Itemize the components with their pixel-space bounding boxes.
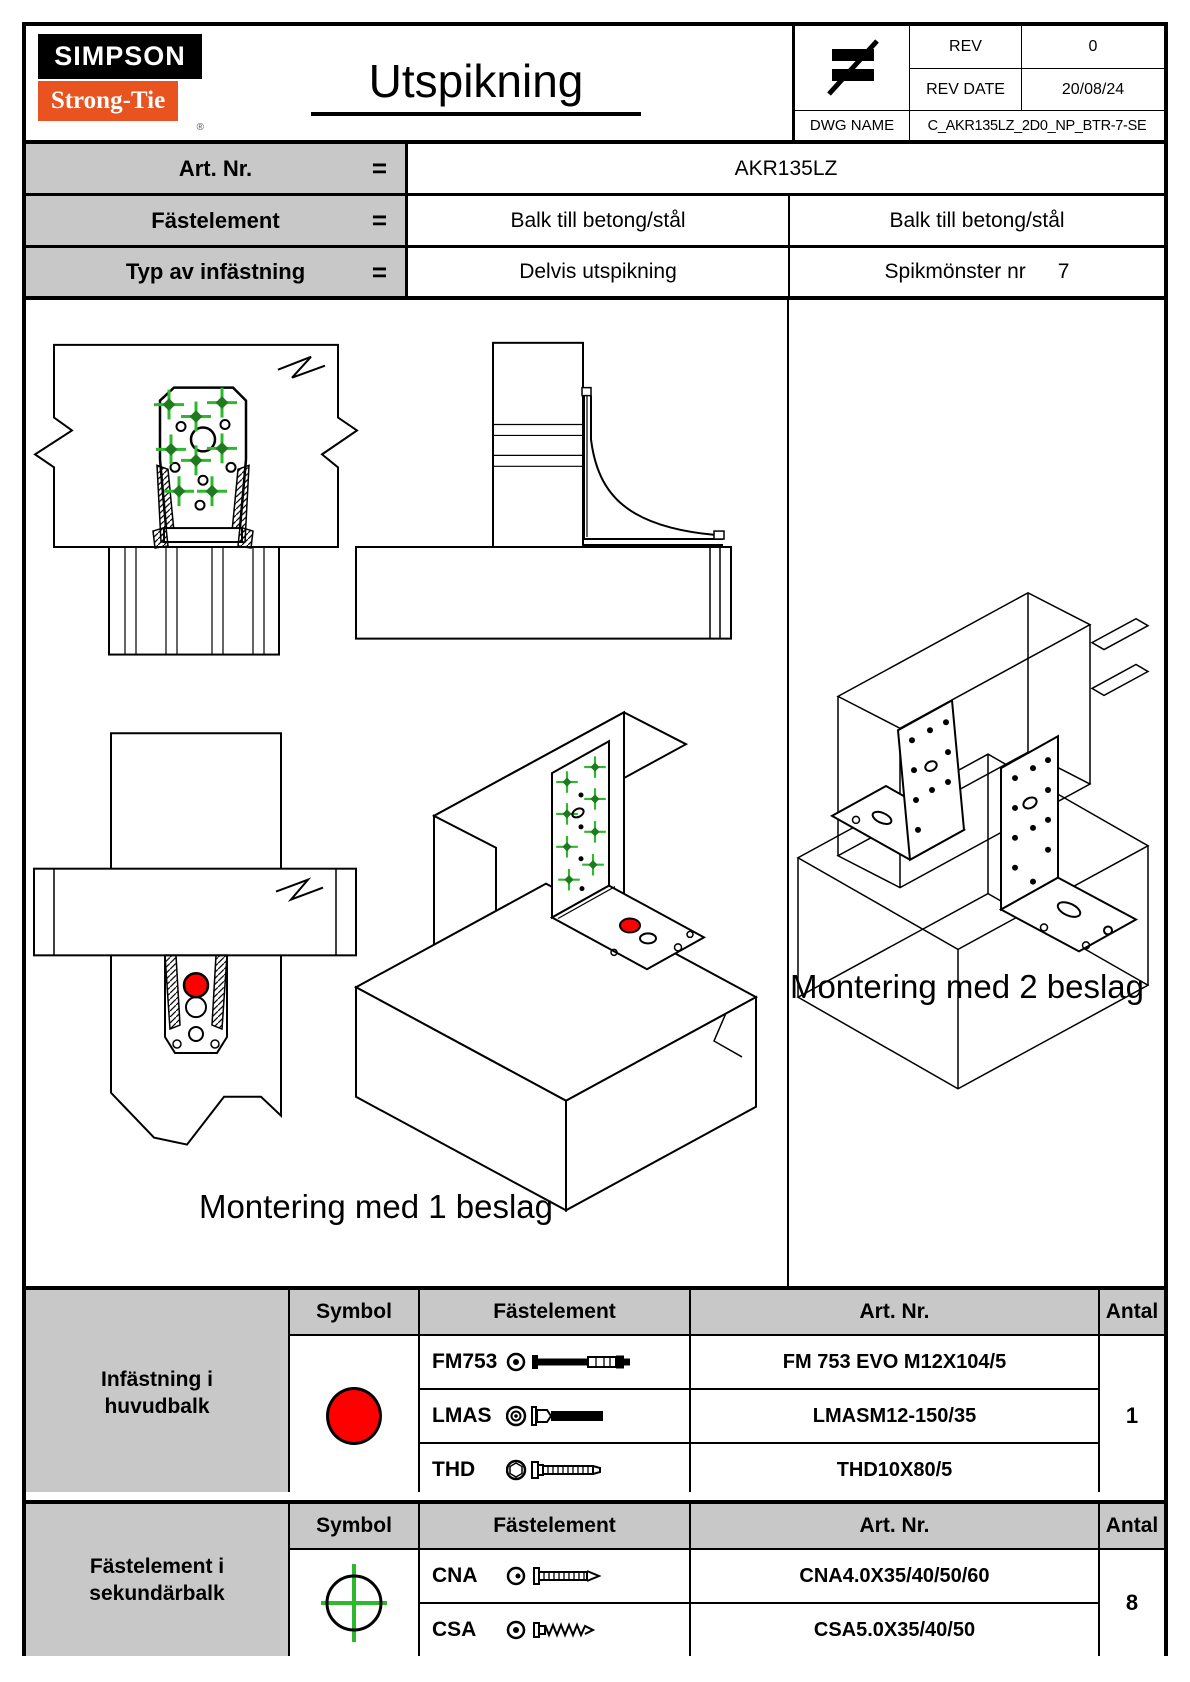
main-beam-fastener-table (26, 1286, 1164, 1492)
fastener-name: FM753 (432, 1350, 498, 1373)
plan-view-drawing (34, 733, 356, 1144)
simpson-strongtie-logo (38, 34, 204, 133)
fastener-row-lmas (418, 1388, 689, 1442)
spikmonster-number: 7 (1057, 260, 1070, 283)
not-equal-icon (818, 36, 886, 100)
art-nr-value: AKR135LZ (734, 156, 838, 180)
table2-symbol-cell (288, 1548, 418, 1656)
registered-trademark-icon: ® (196, 122, 204, 133)
fastelement-value-right: Balk till betong/stål (889, 208, 1065, 232)
antal-header: Antal (1098, 1504, 1164, 1548)
symbol-header: Symbol (288, 1290, 418, 1334)
equals-sign: = (371, 205, 387, 235)
rev-date-value: 20/08/24 (1021, 68, 1164, 110)
table1-antal-value: 1 (1098, 1334, 1164, 1496)
typ-label-cell (26, 248, 408, 296)
equals-sign: = (371, 256, 387, 287)
main-beam-fastener-marker (620, 918, 640, 932)
art-nr-value: CNA4.0X35/40/50/60 (689, 1548, 1098, 1602)
fastener-header: Fästelement (418, 1504, 689, 1548)
lmas-anchor-icon (506, 1402, 656, 1430)
projection-symbol-icon (795, 26, 909, 110)
table1-row-label: Infästning i huvudbalk (26, 1290, 288, 1496)
fastener-name: CNA (432, 1564, 478, 1587)
iso-two-brackets-drawing (798, 593, 1148, 1089)
fastelement-label-cell (26, 196, 408, 245)
art-nr-value: THD10X80/5 (689, 1442, 1098, 1496)
info-row-art-nr (26, 144, 1164, 196)
info-row-typ (26, 248, 1164, 300)
table2-row-label: Fästelement i sekundärbalk (26, 1504, 288, 1656)
table-gap (26, 1492, 1164, 1500)
thd-screw-icon (506, 1456, 656, 1484)
green-crosshair-symbol (318, 1558, 390, 1648)
fm753-bolt-icon (506, 1348, 656, 1376)
art-nr-header: Art. Nr. (689, 1504, 1098, 1548)
csa-screw-icon (506, 1616, 656, 1644)
fastener-row-fm753 (418, 1334, 689, 1388)
antal-header: Antal (1098, 1290, 1164, 1334)
secondary-beam-fastener-table (26, 1500, 1164, 1652)
spikmonster-cell (790, 248, 1164, 296)
art-nr-label-cell (26, 144, 408, 193)
fastener-row-thd (418, 1442, 689, 1496)
art-nr-label: Art. Nr. (178, 155, 253, 181)
art-nr-header: Art. Nr. (689, 1290, 1098, 1334)
spikmonster-label: Spikmönster nr (884, 260, 1026, 283)
logo-simpson-text: SIMPSON (38, 34, 202, 79)
symbol-header: Symbol (288, 1504, 418, 1548)
table2-antal-value: 8 (1098, 1548, 1164, 1656)
iso-one-bracket-drawing (356, 712, 756, 1210)
sheet-header (26, 26, 1164, 144)
front-view-drawing (35, 345, 357, 655)
equals-sign: = (371, 153, 387, 183)
page-title: Utspikning (311, 54, 641, 116)
drawing-area (26, 300, 1164, 1286)
caption-one-bracket: Montering med 1 beslag (198, 1188, 554, 1225)
revision-block (792, 26, 1164, 140)
drawing-sheet (22, 22, 1168, 1656)
typ-label: Typ av infästning (125, 259, 306, 284)
fastener-name: THD (432, 1458, 476, 1481)
rev-label: REV (909, 26, 1021, 68)
logo-strongtie-text: Strong-Tie (38, 81, 178, 121)
caption-two-brackets: Montering med 2 beslag (789, 968, 1145, 1005)
rev-date-label: REV DATE (909, 68, 1021, 110)
technical-drawing (26, 300, 1164, 1286)
fastelement-label: Fästelement (151, 207, 280, 233)
fastener-row-csa (418, 1602, 689, 1656)
rev-value: 0 (1021, 26, 1164, 68)
dwg-name-value: C_AKR135LZ_2D0_NP_BTR-7-SE (909, 110, 1164, 140)
art-nr-value: LMASM12-150/35 (689, 1388, 1098, 1442)
dwg-name-label: DWG NAME (795, 110, 909, 140)
fastelement-value-left: Balk till betong/stål (408, 196, 790, 245)
typ-value-left: Delvis utspikning (408, 248, 790, 296)
info-row-fastelement (26, 196, 1164, 248)
fastener-row-cna (418, 1548, 689, 1602)
art-nr-value: FM 753 EVO M12X104/5 (689, 1334, 1098, 1388)
cna-nail-icon (506, 1562, 656, 1590)
side-view-drawing (356, 343, 731, 639)
fastener-name: LMAS (432, 1404, 492, 1427)
main-beam-fastener-marker (184, 973, 208, 997)
red-circle-symbol (326, 1387, 382, 1445)
art-nr-value: CSA5.0X35/40/50 (689, 1602, 1098, 1656)
fastener-name: CSA (432, 1618, 477, 1641)
table1-symbol-cell (288, 1334, 418, 1496)
fastener-header: Fästelement (418, 1290, 689, 1334)
